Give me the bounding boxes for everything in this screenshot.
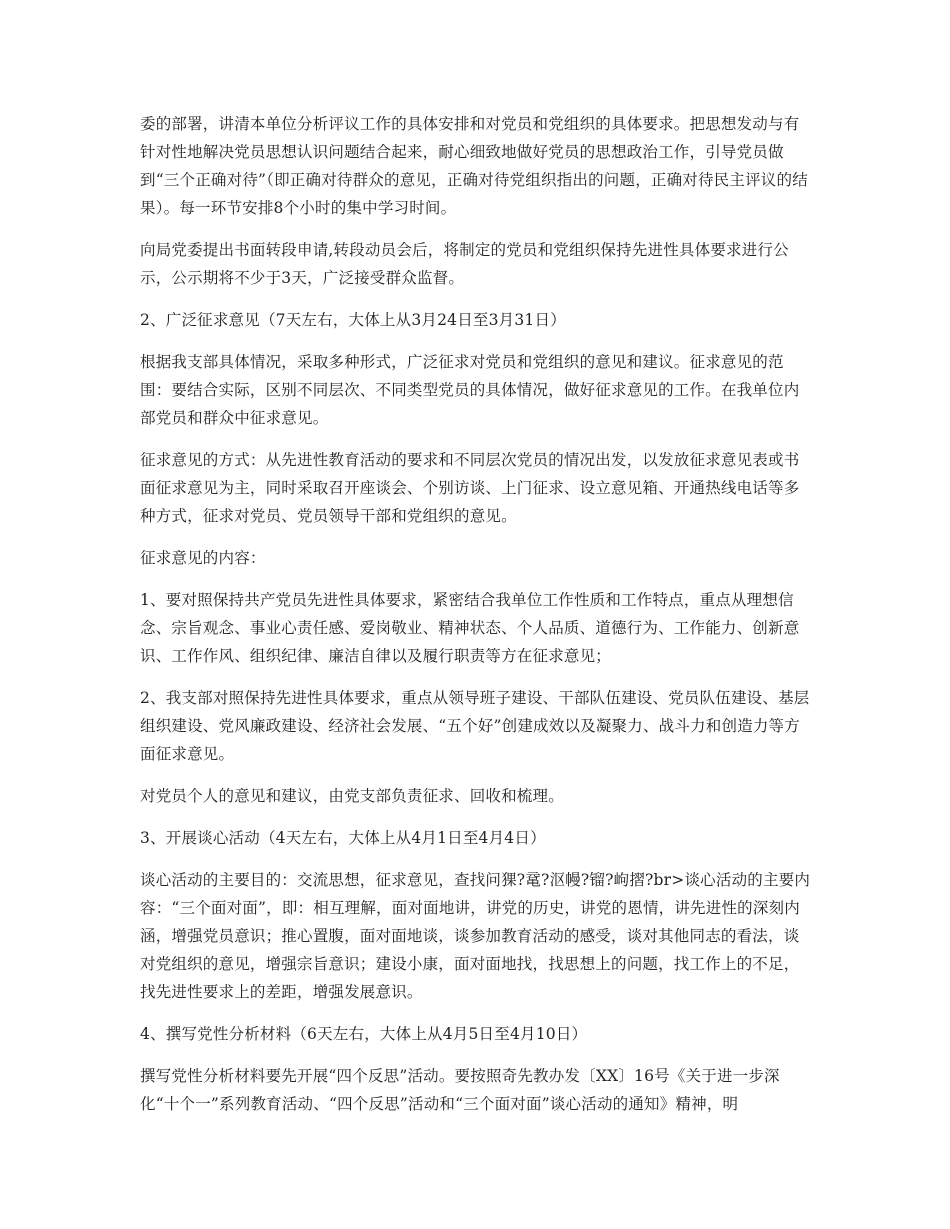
paragraph: 根据我支部具体情况，采取多种形式，广泛征求对党员和党组织的意见和建议。征求意见的范围：要结合实际，区别不同层次、不同类型党员的具体情况，做好征求意见的工作。在我单位内部党员和群众中征求意见。 [140,353,800,427]
paragraph: 谈心活动的主要目的：交流思想，征求意见，查找问猓?鼋?沤幔?镏?岣摺?br>谈心活动的主要内容：“三个面对面”，即：相互理解，面对面地讲，讲党的历史，讲党的恩情，讲先进性的深刻内涵，增强党员意识；推心置腹，面对面地谈，谈参加教育活动的感受，谈对其他同志的看法，谈对党组织的意见，增强宗旨意识；建设小康，面对面地找，找思想上的问题，找工作上的不足，找先进性要求上的差距，增强发展意识。 [140,871,811,1001]
section-heading: 2、广泛征求意见（7天左右，大体上从3月24日至3月31日） [140,311,566,329]
paragraph: 征求意见的方式：从先进性教育活动的要求和不同层次党员的情况出发，以发放征求意见表或书面征求意见为主，同时采取召开座谈会、个别访谈、上门征求、设立意见箱、开通热线电话等多种方式，征求对党员、党员领导干部和党组织的意见。 [140,451,800,525]
document-body [140,110,812,1132]
paragraph: 向局党委提出书面转段申请,转段动员会后，将制定的党员和党组织保持先进性具体要求进行公示，公示期将不少于3天，广泛接受群众监督。 [140,241,789,287]
paragraph: 对党员个人的意见和建议，由党支部负责征求、回收和梳理。 [140,787,564,805]
paragraph: 撰写党性分析材料要先开展“四个反思”活动。要按照奇先教办发〔XX〕16号《关于进一步深化“十个一”系列教育活动、“四个反思”活动和“三个面对面”谈心活动的通知》精神，明 [140,1067,780,1113]
section-heading: 3、开展谈心活动（4天左右，大体上从4月1日至4月4日） [140,829,546,847]
section-heading: 4、撰写党性分析材料（6天左右，大体上从4月5日至4月10日） [140,1025,588,1043]
list-item: 1、要对照保持共产党员先进性具体要求，紧密结合我单位工作性质和工作特点，重点从理想信念、宗旨观念、事业心责任感、爱岗敬业、精神状态、个人品质、道德行为、工作能力、创新意识、工作作风、组织纪律、廉洁自律以及履行职责等方在征求意见； [140,591,800,665]
list-item: 2、我支部对照保持先进性具体要求，重点从领导班子建设、干部队伍建设、党员队伍建设、基层组织建设、党风廉政建设、经济社会发展、“五个好”创建成效以及凝聚力、战斗力和创造力等方面征求意见。 [140,689,810,763]
paragraph: 征求意见的内容： [140,549,266,567]
paragraph: 委的部署，讲清本单位分析评议工作的具体安排和对党员和党组织的具体要求。把思想发动与有针对性地解决党员思想认识问题结合起来，耐心细致地做好党员的思想政治工作，引导党员做到“三个正确对待”（即正确对待群众的意见，正确对待党组织指出的问题，正确对待民主评议的结果）。每一环节安排8个小时的集中学习时间。 [140,115,808,217]
